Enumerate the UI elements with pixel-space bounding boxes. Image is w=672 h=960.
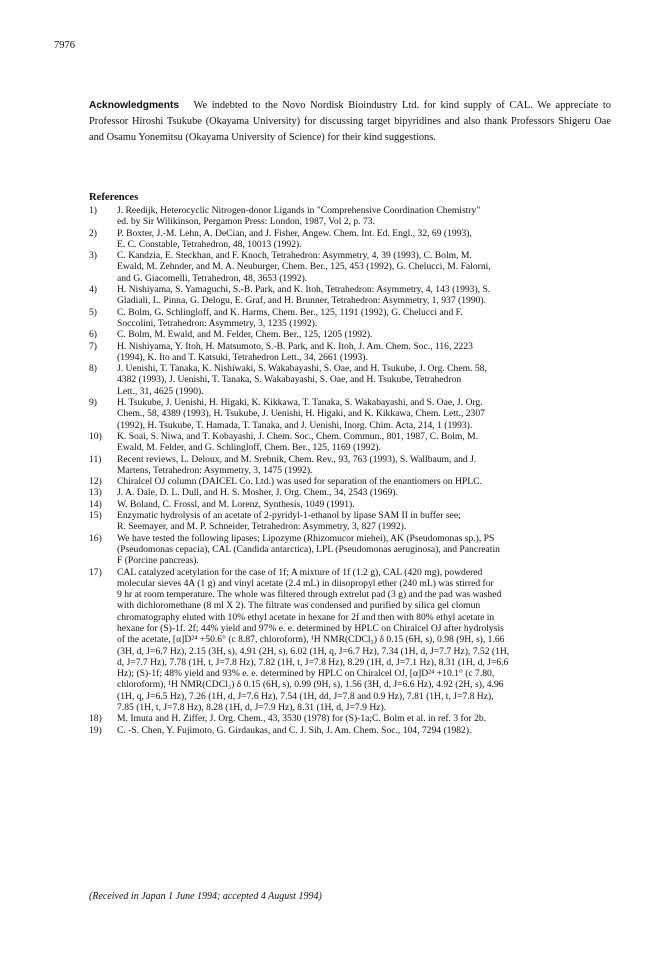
reference-line: J. Uenishi, T. Tanaka, K. Nishiwaki, S. Wakabayashi, S. Oae, and H. Tsukube, J. Org. Chem. 58, [117,363,487,375]
reference-number: 15) [89,510,102,522]
reference-line: chloroform), ¹H NMR(CDCl₃) δ 0.15 (6H, s), 0.99 (9H, s), 1.56 (3H, d, J=6.6 Hz), 4.92 (2H, s), 4.96 [117,679,504,691]
reference-line: Recent reviews, L. Deloux, and M. Srebnik, Chem. Rev., 93, 763 (1993), S. Wallbaum, and J. [117,453,477,465]
reference-text [117,363,609,397]
reference-line: K. Soai, S. Niwa, and T. Kobayashi, J. Chem. Soc., Chem. Commun., 801, 1987, C. Bolm, M. [117,430,479,442]
reference-item [89,329,609,340]
reference-line: of the acetate, [α]D²⁴ +50.6° (c 8.87, chloroform), ¹H NMR(CDCl₃) δ 0.15 (6H, s), 0.98 (9H, s), 1.66 [117,634,505,646]
reference-line: C. -S. Chen, Y. Fujimoto, G. Girdaukas, and C. J. Sih, J. Am. Chem. Soc., 104, 7294 (1982). [117,724,472,736]
reference-line: H. Nishiyama, Y. Itoh, H. Matsumoto, S.-B. Park, and K. Itoh, J. Am. Chem. Soc., 116, 2223 [117,340,473,352]
reference-item [89,284,609,307]
references-list [89,205,609,736]
reference-line: molecular sieves 4A (1 g) and vinyl acetate (2.4 mL) in diisopropyl ether (240 mL) was stirred for [117,577,494,589]
reference-line: 4382 (1993), J. Uenishi, T. Tanaka, S. Wakabayashi, S. Oae, and H. Tsukube, Tetrahedron [117,374,462,386]
reference-item [89,205,609,228]
reference-number: 8) [89,363,97,375]
reference-line: d, J=7.7 Hz), 7.78 (1H, t, J=7.8 Hz), 7.82 (1H, t, J=7.8 Hz), 8.29 (1H, d, J=7.1 Hz), 8.31 (1H, d, J=6.6 [117,656,509,668]
reference-item [89,307,609,330]
reference-text [117,476,609,487]
reference-number: 19) [89,724,102,736]
received-note: (Received in Japan 1 June 1994; accepted 4 August 1994) [89,891,322,902]
reference-text [117,454,609,477]
reference-number: 10) [89,430,102,442]
reference-number: 9) [89,397,97,409]
reference-item [89,250,609,284]
reference-line: 7.85 (1H, t, J=7.8 Hz), 8.28 (1H, d, J=7.9 Hz), 8.31 (1H, d, J=7.9 Hz). [117,702,387,714]
reference-line: Ewald, M. Zehnder, and M. A. Neuburger, Chem. Ber., 125, 453 (1992), G. Chelucci, M. Falorni, [117,261,491,273]
reference-text [117,533,609,567]
reference-line: Soccolini, Tetrahedron: Asymmetry, 3, 1235 (1992). [117,317,318,329]
reference-line: (1994), K. Ito and T. Katsuki, Tetrahedron Lett., 34, 2661 (1993). [117,351,368,363]
reference-number: 14) [89,498,102,510]
reference-item [89,487,609,498]
reference-number: 16) [89,532,102,544]
reference-text [117,250,609,284]
reference-line: E. C. Constable, Tetrahedron, 48, 10013 (1992). [117,238,302,250]
reference-text [117,725,609,736]
reference-number: 18) [89,713,102,725]
reference-text [117,341,609,364]
reference-line: P. Boxter, J.-M. Lehn, A. DeCian, and J. Fisher, Angew. Chem. Int. Ed. Engl., 32, 69 (1993), [117,227,472,239]
reference-item [89,341,609,364]
reference-number: 6) [89,329,97,341]
reference-item [89,363,609,397]
acknowledgments-heading: Acknowledgments [89,100,180,111]
reference-line: C. Bolm, G. Schlingloff, and K. Harms, Chem. Ber., 125, 1191 (1992), G. Chelucci and F. [117,306,463,318]
reference-line: H. Nishiyama, S. Yamaguchi, S.-B. Park, and K. Itoh, Tetrahedron: Asymmetry, 4, 143 (1993), S. [117,284,491,296]
reference-number: 11) [89,453,102,465]
reference-line: Martens, Tetrahedron: Asymmetry, 3, 1475 (1992). [117,464,313,476]
reference-text [117,713,609,724]
reference-item [89,228,609,251]
reference-line: Hz); (S)-1f; 48% yield and 93% e. e. determined by HPLC on Chiralcel OJ, [α]D²⁴ +10.1° (c 7.80, [117,668,495,680]
reference-text [117,205,609,228]
reference-line: and G. Giacomelli, Tetrahedron, 48, 3653 (1992). [117,272,308,284]
acknowledgments-text: We indebted to the Novo Nordisk Bioindustry Ltd. for kind supply of CAL. We appreciate to Professor Hiroshi Tsukube (Okayama University) for discussing target bipyridines and also thank Professors Shigeru Oae and Osamu Yonemitsu (Okayama University of Science) for their kind suggestions. [89,100,611,143]
reference-line: (1H, q, J=6.5 Hz), 7.26 (1H, d, J=7.6 Hz), 7.54 (1H, dd, J=7.8 and 0.9 Hz), 7.81 (1H, t, J=7.8 Hz), [117,690,494,702]
reference-number: 3) [89,250,97,262]
reference-text [117,487,609,498]
reference-line: F (Porcine pancreas). [117,555,199,567]
reference-item [89,499,609,510]
reference-line: R. Seemayer, and M. P. Schneider, Tetrahedron: Asymmetry, 3, 827 (1992). [117,521,407,533]
reference-line: with dichloromethane (8 ml X 2). The filtrate was condensed and purified by silica gel clomun [117,600,481,612]
reference-line: CAL catalyzed acetylation for the case of 1f; A mixture of 1f (1.2 g), CAL (420 mg), powdered [117,566,483,578]
reference-line: J. Reedijk, Heterocyclic Nitrogen-donor Ligands in "Comprehensive Coordination Chemistry" [117,205,481,216]
reference-line: H. Tsukube, J. Uenishi, H. Higaki, K. Kikkawa, T. Tanaka, S. Wakabayashi, and S. Oae, J. Org. [117,397,483,409]
reference-line: C. Kandzia, E. Steckhan, and F. Knoch, Tetrahedron: Asymmetry, 4, 39 (1993), C. Bolm, M. [117,250,472,262]
reference-line: hexane for (S)-1f. 2f; 44% yield and 97% e. e. determined by HPLC on Chiralcel OJ after hydrolysis [117,622,504,634]
reference-line: 9 hr at room temperature. The whole was filtered through extrelut pad (3 g) and the pad was washed [117,589,502,601]
reference-item [89,510,609,533]
references-heading: References [89,192,139,203]
reference-line: Chem., 58, 4389 (1993), H. Tsukube, J. Uenishi, H. Higaki, and K. Kikkawa, Chem. Lett., 2307 [117,408,485,420]
reference-number: 12) [89,476,102,488]
reference-number: 5) [89,306,97,318]
reference-line: Enzymatic hydrolysis of an acetate of 2-pyridyl-1-ethanol by lipase SAM II in buffer see; [117,510,461,522]
reference-text [117,329,609,340]
reference-number: 1) [89,205,97,216]
reference-item [89,725,609,736]
reference-text [117,567,609,714]
reference-line: chromatography eluted with 10% ethyl acetate in hexane for 2f and then with 80% ethyl acetate in [117,611,495,623]
reference-line: C. Bolm, M. Ewald, and M. Felder, Chem. Ber., 125, 1205 (1992). [117,329,373,341]
reference-line: (Pseudomonas cepacia), CAL (Candida antarctica), LPL (Pseudomonas aeruginosa), and Pancreatin [117,543,500,555]
reference-text [117,228,609,251]
reference-number: 2) [89,227,97,239]
reference-item [89,533,609,567]
reference-line: M. Imuta and H. Ziffer, J. Org. Chem., 43, 3530 (1978) for (S)-1a;C. Bolm et al. in ref. 3 for 2b. [117,713,487,725]
reference-item [89,713,609,724]
reference-line: (3H, d, J=6.7 Hz), 2.15 (3H, s), 4.91 (2H, s), 6.02 (1H, q, J=6.7 Hz), 7.34 (1H, d, J=7.7 Hz), 7.52 (1H, [117,645,510,657]
reference-line: We have tested the following lipases; Lipozyme (Rhizomucor miehei), AK (Pseudomonas sp.), PS [117,532,495,544]
reference-line: J. A. Dale, D. L. Dull, and H. S. Mosher, J. Org. Chem., 34, 2543 (1969). [117,487,398,499]
reference-text [117,499,609,510]
reference-number: 7) [89,340,97,352]
reference-item [89,476,609,487]
acknowledgments-section [89,98,611,146]
reference-line: Lett., 31, 4625 (1990). [117,385,204,397]
reference-line: Gladiali, L. Pinna, G. Delogu, E. Graf, and H. Brunner, Tetrahedron: Asymmetry, 1, 937 (1990). [117,295,487,307]
reference-number: 4) [89,284,97,296]
reference-text [117,510,609,533]
reference-line: Ewald, M. Felder, and G. Schlingloff, Chem. Ber., 125, 1169 (1992). [117,442,381,454]
reference-item [89,454,609,477]
reference-line: ed. by Sir Wilikinson, Pergamon Press: London, 1987, Vol 2, p. 73. [117,216,375,228]
reference-text [117,431,609,454]
reference-number: 17) [89,566,102,578]
reference-item [89,567,609,714]
reference-item [89,397,609,431]
reference-text [117,307,609,330]
reference-line: W. Boland, C. Frossl, and M. Lorenz, Synthesis, 1049 (1991). [117,498,355,510]
reference-text [117,397,609,431]
reference-text [117,284,609,307]
reference-line: (1992), H. Tsukube, T. Hamada, T. Tanaka, and J. Uenishi, Inorg. Chim. Acta, 214, 1 (1993). [117,419,473,431]
page-number: 7976 [54,40,75,51]
reference-item [89,431,609,454]
reference-line: Chiralcel OJ column (DAICEL Co. Ltd.) was used for separation of the enantiomers on HPLC. [117,476,482,488]
reference-number: 13) [89,487,102,499]
